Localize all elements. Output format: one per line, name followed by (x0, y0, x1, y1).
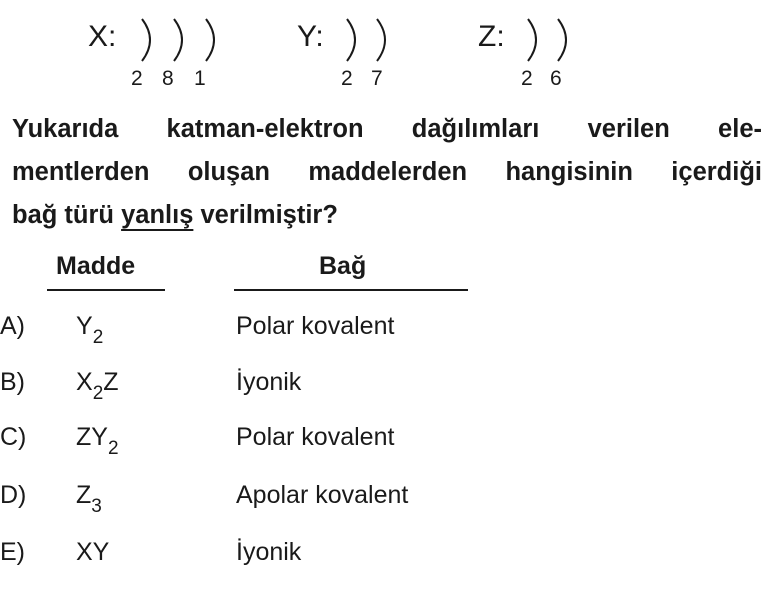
formula-symbol: Y (76, 312, 93, 340)
answer-option[interactable] (0, 312, 773, 364)
question-line: Yukarıda katman-elektron dağılımları verilen ele- (12, 115, 762, 143)
shell-electron-count: 1 (194, 67, 206, 90)
option-bag: Polar kovalent (236, 423, 395, 451)
question-text-segment: bağ türü (12, 201, 122, 229)
option-madde (76, 423, 119, 460)
electron-configurations (0, 14, 773, 94)
option-madde (76, 368, 119, 405)
formula-subscript: 2 (107, 438, 119, 459)
shell-electron-count: 7 (371, 67, 383, 90)
question-line (12, 194, 762, 237)
shell-arc-icon (168, 16, 194, 64)
answer-option[interactable] (0, 481, 773, 533)
question-text (12, 108, 762, 237)
question-text-segment: verilmiştir? (193, 201, 338, 229)
emphasis-underlined: yanlış (121, 201, 194, 229)
option-bag: İyonik (236, 368, 302, 396)
element-symbol: Z: (478, 20, 505, 53)
shell-electron-count: 2 (131, 67, 143, 90)
formula-symbol: Z (103, 368, 119, 396)
answer-option[interactable] (0, 423, 773, 475)
formula-symbol: Z (76, 481, 92, 509)
option-letter: E) (0, 538, 25, 566)
header-underline-bag (234, 289, 468, 291)
formula-symbol: ZY (76, 423, 108, 451)
shell-arc-icon (371, 16, 397, 64)
shell-arc-icon (200, 16, 226, 64)
option-bag: İyonik (236, 538, 302, 566)
header-underline-madde (47, 289, 165, 291)
answer-option[interactable] (0, 538, 773, 590)
shell-electron-count: 8 (162, 67, 174, 90)
option-letter: C) (0, 423, 27, 451)
shell-arc-icon (136, 16, 162, 64)
option-bag: Apolar kovalent (236, 481, 409, 509)
formula-subscript: 2 (92, 383, 104, 404)
option-letter: A) (0, 312, 25, 340)
column-header-bag: Bağ (319, 252, 367, 280)
option-letter: B) (0, 368, 25, 396)
option-madde (76, 481, 102, 518)
element-symbol: Y: (297, 20, 324, 53)
shell-arc-icon (341, 16, 367, 64)
option-madde (76, 312, 103, 349)
element-symbol: X: (88, 20, 117, 53)
question-line: mentlerden oluşan maddelerden hangisinin içerdiği (12, 158, 762, 186)
column-header-madde: Madde (56, 252, 136, 280)
option-bag: Polar kovalent (236, 312, 395, 340)
shell-arc-icon (552, 16, 578, 64)
answer-option[interactable] (0, 368, 773, 420)
shell-electron-count: 2 (521, 67, 533, 90)
formula-subscript: 2 (92, 327, 104, 348)
formula-symbol: X (76, 368, 93, 396)
formula-symbol: XY (76, 538, 110, 566)
formula-subscript: 3 (91, 496, 102, 517)
shell-electron-count: 2 (341, 67, 353, 90)
shell-arc-icon (522, 16, 548, 64)
option-letter: D) (0, 481, 27, 509)
shell-electron-count: 6 (550, 67, 562, 90)
option-madde (76, 538, 109, 567)
